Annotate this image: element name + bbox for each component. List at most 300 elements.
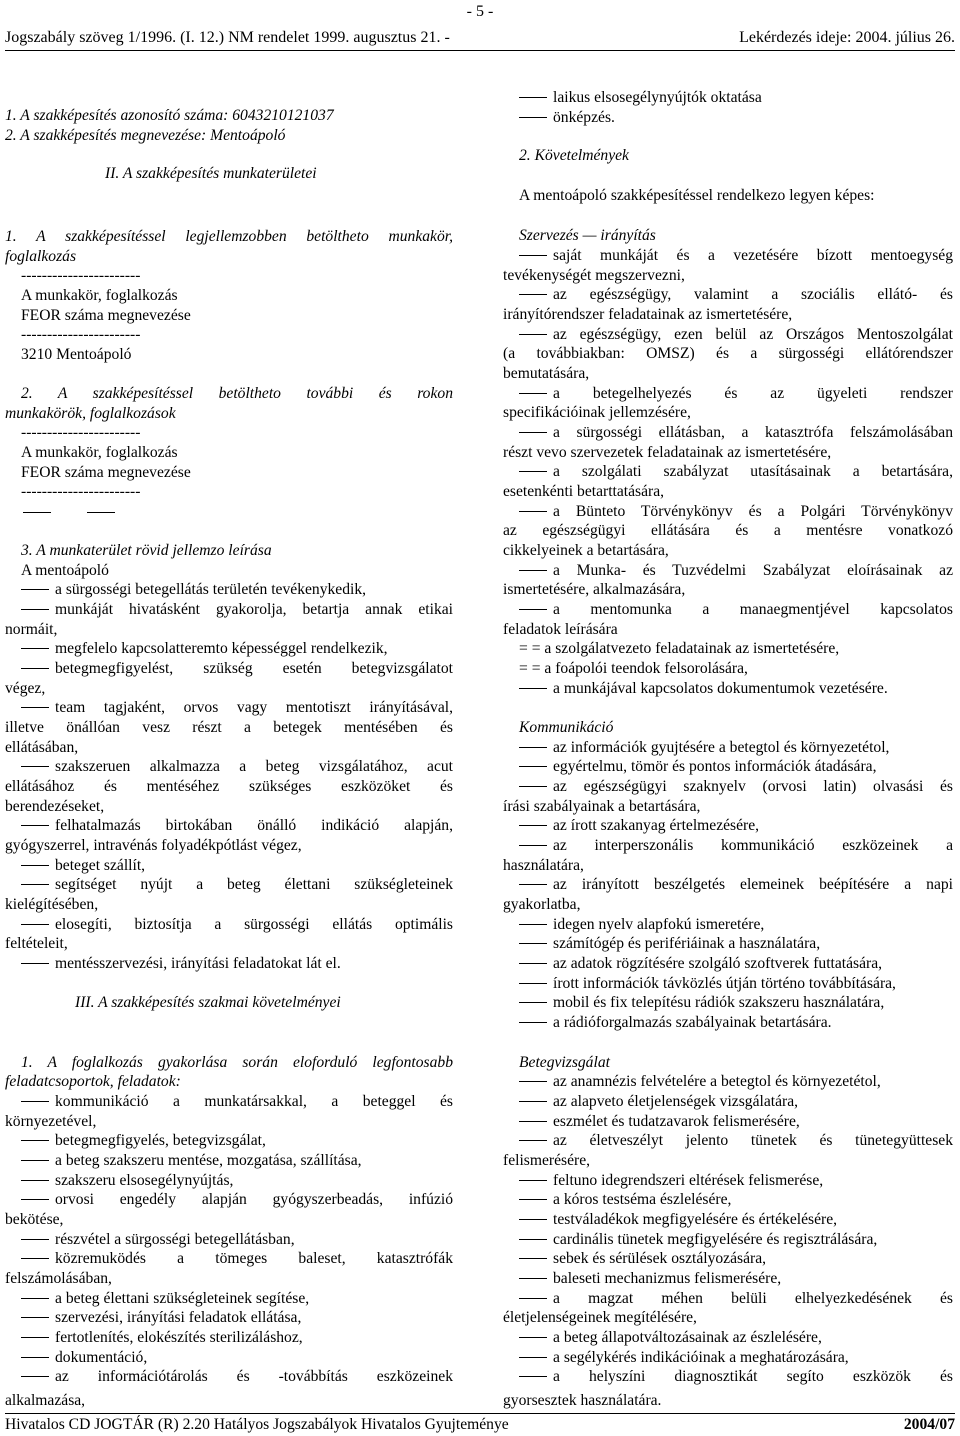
em-dash — [21, 1376, 49, 1377]
em-dash — [519, 1239, 547, 1240]
right-line-text: a kóros testséma észlelésére, — [553, 1191, 732, 1208]
left-line — [5, 1092, 453, 1112]
em-dash — [519, 943, 547, 944]
left-line — [5, 345, 453, 365]
left-line — [5, 954, 453, 974]
left-line-text: berendezéseket, — [5, 798, 105, 815]
left-line — [5, 443, 453, 463]
right-line — [503, 344, 953, 364]
right-line-text: a sürgosségi ellátásban, a katasztrófa felszámolásában — [553, 424, 953, 441]
right-line — [503, 541, 953, 561]
em-dash — [21, 1357, 49, 1358]
em-dash — [519, 688, 547, 689]
left-line-text: 3. A munkaterület rövid jellemzo leírása — [21, 542, 272, 559]
em-dash — [21, 924, 49, 925]
left-line — [5, 1328, 453, 1348]
right-line-text: számítógép és perifériáinak a használatára, — [553, 935, 821, 952]
left-line-text: ----------------------- — [21, 483, 141, 500]
em-dash — [21, 884, 49, 885]
right-line-text: A mentoápoló szakképesítéssel rendelkezo legyen képes: — [519, 187, 875, 204]
em-dash — [21, 707, 49, 708]
right-line — [503, 1308, 953, 1328]
left-line-text: betegmegfigyelést, szükség esetén betegvizsgálatot — [55, 660, 453, 677]
em-dash — [519, 511, 547, 512]
left-line — [5, 1308, 453, 1328]
right-line-text: cardinális tünetek megfigyelésére és regisztrálására, — [553, 1231, 878, 1248]
left-line-text: 2. A szakképesítés megnevezése: Mentoápoló — [5, 127, 286, 144]
right-line-text: a helyszíni diagnosztikát segíto eszközök és — [553, 1368, 953, 1385]
right-line — [503, 974, 953, 994]
em-dash — [519, 1298, 547, 1299]
right-line — [503, 915, 953, 935]
right-line — [503, 1092, 953, 1112]
left-line-text: segítséget nyújt a beteg élettani szükségleteinek — [55, 876, 453, 893]
left-line — [5, 875, 453, 895]
right-line-text: az információk gyujtésére a betegtol és környezetétol, — [553, 739, 890, 756]
em-dash — [519, 471, 547, 472]
left-line-text: 2. A szakképesítéssel betöltheto további és rokon — [21, 385, 453, 402]
left-line-text: betegmegfigyelés, betegvizsgálat, — [55, 1132, 266, 1149]
left-line — [5, 423, 453, 443]
right-line-text: ismertetésére, alkalmazására, — [503, 581, 686, 598]
right-line — [503, 797, 953, 817]
left-line — [5, 1210, 453, 1230]
em-dash — [519, 766, 547, 767]
left-line — [5, 836, 453, 856]
right-line-text: az egészségügyi ellátására és a mentésre vonatkozó — [503, 522, 953, 539]
right-line — [503, 1053, 953, 1073]
blank-dash — [23, 512, 51, 513]
left-line-text: az információtárolás és -továbbítás eszközeinek — [55, 1368, 453, 1385]
left-line-text: alkalmazása, — [5, 1392, 86, 1409]
right-line-text: az egészségügy, ezen belül az Országos Mentoszolgálat — [553, 326, 953, 343]
em-dash — [21, 766, 49, 767]
right-line — [503, 954, 953, 974]
right-line — [503, 856, 953, 876]
right-line — [503, 305, 953, 325]
em-dash — [519, 1199, 547, 1200]
left-line — [5, 266, 453, 286]
left-line-text: közremuködés a tömeges baleset, katasztrófák — [55, 1250, 453, 1267]
right-line — [503, 1013, 953, 1033]
right-line-text: az egészségügyi szaknyelv (orvosi latin) olvasási és — [553, 778, 953, 795]
left-line — [5, 1269, 453, 1289]
left-line — [5, 895, 453, 915]
left-line — [5, 306, 453, 326]
right-line — [503, 1112, 953, 1132]
right-line — [503, 384, 953, 404]
right-line-text: az interperszonális kommunikáció eszközeinek a — [553, 837, 953, 854]
right-line — [503, 679, 953, 699]
left-line — [5, 1131, 453, 1151]
left-line-text: 1. A foglalkozás gyakorlása során eloforduló legfontosabb — [21, 1054, 453, 1071]
right-line — [503, 443, 953, 463]
left-line-text: szakszeru elsosegélynyújtás, — [55, 1172, 234, 1189]
em-dash — [21, 1298, 49, 1299]
em-dash — [519, 1002, 547, 1003]
right-line-text: a magzat méhen belüli elhelyezkedésének és — [553, 1290, 953, 1307]
left-line — [5, 1230, 453, 1250]
left-line-text: megfelelo kapcsolatteremto képességgel rendelkezik, — [55, 640, 388, 657]
em-dash — [21, 609, 49, 610]
right-line-text: laikus elsosegélynyújtók oktatása — [553, 89, 762, 106]
right-line-text: cikkelyeinek a betartására, — [503, 542, 669, 559]
right-line-text: az írott szakanyag értelmezésére, — [553, 817, 760, 834]
left-line-text: felszámolásában, — [5, 1270, 112, 1287]
em-dash — [519, 1140, 547, 1141]
blank-dash — [87, 512, 115, 513]
left-line — [5, 1249, 453, 1269]
right-line — [503, 993, 953, 1013]
right-line-text: egyértelmu, tömör és pontos információk átadására, — [553, 758, 877, 775]
right-line-text: sebek és sérülések osztályozására, — [553, 1250, 767, 1267]
em-dash — [519, 1219, 547, 1220]
left-line-text: FEOR száma megnevezése — [21, 464, 191, 481]
right-line-text: mobil és fix telepítésu rádiók szakszeru használatára, — [553, 994, 885, 1011]
right-line-text: = = a foápolói teendok felsorolására, — [519, 660, 748, 677]
right-line — [503, 620, 953, 640]
left-line-text: A munkakör, foglalkozás — [21, 287, 178, 304]
left-line-text: ellátásához és mentéséhez szükséges eszközöket és — [5, 778, 453, 795]
right-line-text: a Bünteto Törvénykönyv és a Polgári Törvénykönyv — [553, 503, 953, 520]
em-dash — [519, 845, 547, 846]
right-line — [503, 1289, 953, 1309]
left-line-text: mentésszervezési, irányítási feladatokat lát el. — [55, 955, 341, 972]
left-line-text: a beteg szakszeru mentése, mozgatása, szállítása, — [55, 1152, 362, 1169]
left-line — [5, 561, 453, 581]
em-dash — [21, 1180, 49, 1181]
left-line-text: elosegíti, biztosítja a sürgosségi ellátás optimális — [55, 916, 453, 933]
left-line — [5, 1391, 453, 1411]
em-dash — [21, 825, 49, 826]
right-line-text: feladatok leírására — [503, 621, 618, 638]
left-line — [5, 600, 453, 620]
left-line-text: munkáját hivatásként gyakorolja, betartja annak etikai — [55, 601, 453, 618]
header-rule — [5, 50, 955, 51]
right-line — [503, 1190, 953, 1210]
empty-table-row — [5, 502, 133, 522]
right-line — [503, 482, 953, 502]
left-line-text: ----------------------- — [21, 267, 141, 284]
left-line-text: felhatalmazás birtokában önálló indikáció alapján, — [55, 817, 453, 834]
right-line — [503, 186, 953, 206]
left-line-text: A mentoápoló — [21, 562, 109, 579]
right-line — [503, 88, 953, 108]
right-line-text: 2. Követelmények — [519, 147, 629, 164]
document-footer — [5, 1415, 955, 1435]
left-line-text: ----------------------- — [21, 424, 141, 441]
em-dash — [519, 1337, 547, 1338]
right-line-text: = = a szolgálatvezeto feladatainak az ismertetésére, — [519, 640, 840, 657]
left-line-text: normáit, — [5, 621, 58, 638]
right-line — [503, 1391, 953, 1411]
right-line-text: Betegvizsgálat — [519, 1054, 610, 1071]
left-line-text: feladatcsoportok, feladatok: — [5, 1073, 181, 1090]
em-dash — [519, 294, 547, 295]
em-dash — [519, 1180, 547, 1181]
footer-rule — [5, 1413, 955, 1414]
right-line — [503, 836, 953, 856]
em-dash — [519, 963, 547, 964]
em-dash — [519, 1081, 547, 1082]
footer-right: 2004/07 — [903, 1416, 955, 1433]
right-line — [503, 738, 953, 758]
document-header — [5, 28, 955, 48]
right-line — [503, 1328, 953, 1348]
left-line — [5, 227, 453, 247]
right-line-text: (a továbbiakban: OMSZ) és a sürgosségi ellátórendszer — [503, 345, 953, 362]
right-line-text: az életveszélyt jelento tünetek és tünetegyüttesek — [553, 1132, 953, 1149]
right-line-text: gyorsesztek használatára. — [503, 1392, 662, 1409]
left-line — [5, 993, 453, 1013]
left-line — [5, 797, 453, 817]
right-line-text: részt vevo szervezetek feladatainak az ismertetésére, — [503, 444, 832, 461]
right-line-text: felismerésére, — [503, 1152, 591, 1169]
left-line-text: 3210 Mentoápoló — [21, 346, 132, 363]
left-line-text: a sürgosségi betegellátás területén tevékenykedik, — [55, 581, 367, 598]
left-line — [5, 1072, 453, 1092]
right-line — [503, 1348, 953, 1368]
left-line — [5, 620, 453, 640]
right-line — [503, 659, 953, 679]
right-line-text: írási szabályainak a betartására, — [503, 798, 701, 815]
right-line-text: specifikációinak jellemzésére, — [503, 404, 691, 421]
right-line-text: a szolgálati szabályzat utasításainak a betartására, — [553, 463, 953, 480]
left-line — [5, 777, 453, 797]
left-line-text: munkakörök, foglalkozások — [5, 405, 176, 422]
em-dash — [21, 1337, 49, 1338]
em-dash — [21, 648, 49, 649]
em-dash — [21, 1239, 49, 1240]
left-line — [5, 325, 453, 345]
right-line — [503, 1072, 953, 1092]
em-dash — [519, 884, 547, 885]
left-line-text: II. A szakképesítés munkaterületei — [105, 165, 317, 182]
left-line — [5, 816, 453, 836]
right-line — [503, 561, 953, 581]
right-line-text: eszmélet és tudatzavarok felismerésére, — [553, 1113, 800, 1130]
right-line-text: az irányított beszélgetés elemeinek beépítésére a napi — [553, 876, 953, 893]
left-line — [5, 698, 453, 718]
header-right: Lekérdezés ideje: 2004. július 26. — [739, 29, 955, 46]
left-line — [5, 1112, 453, 1132]
left-line — [5, 915, 453, 935]
left-line-text: részvétel a sürgosségi betegellátásban, — [55, 1231, 295, 1248]
em-dash — [519, 1357, 547, 1358]
right-line-text: testváladékok megfigyelésére és értékelésére, — [553, 1211, 838, 1228]
right-line — [503, 934, 953, 954]
em-dash — [519, 983, 547, 984]
left-line-text: szakszeruen alkalmazza a beteg vizsgálatához, acut — [55, 758, 453, 775]
right-line — [503, 521, 953, 541]
right-line-text: feltuno idegrendszeri eltérések felismerése, — [553, 1172, 824, 1189]
right-line-text: a segélykérés indikációinak a meghatározására, — [553, 1349, 849, 1366]
em-dash — [519, 570, 547, 571]
right-line-text: az egészségügy, valamint a szociális ellátó- és — [553, 286, 953, 303]
right-line-text: önképzés. — [553, 109, 615, 126]
em-dash — [519, 117, 547, 118]
em-dash — [519, 1258, 547, 1259]
right-line-text: a munkájával kapcsolatos dokumentumok vezetésére. — [553, 680, 888, 697]
right-line-text: irányítórendszer feladatainak az ismertetésére, — [503, 306, 793, 323]
right-line — [503, 266, 953, 286]
right-line — [503, 1367, 953, 1387]
left-line-text: szervezési, irányítási feladatok ellátása, — [55, 1309, 302, 1326]
right-line-text: a betegelhelyezés és az ügyeleti rendszer — [553, 385, 953, 402]
left-line-text: dokumentáció, — [55, 1349, 148, 1366]
right-line-text: a beteg állapotváltozásainak az észlelésére, — [553, 1329, 822, 1346]
right-line — [503, 600, 953, 620]
right-line-text: gyakorlatba, — [503, 896, 581, 913]
right-line — [503, 502, 953, 522]
right-line — [503, 226, 953, 246]
right-line — [503, 462, 953, 482]
em-dash — [519, 609, 547, 610]
right-line-text: baleseti mechanizmus felismerésére, — [553, 1270, 782, 1287]
right-line — [503, 580, 953, 600]
left-line — [5, 738, 453, 758]
right-line-text: Szervezés — irányítás — [519, 227, 656, 244]
em-dash — [519, 432, 547, 433]
left-line — [5, 580, 453, 600]
left-line — [5, 659, 453, 679]
right-line-text: írott információk távközlés útján történo továbbítására, — [553, 975, 896, 992]
right-line-text: idegen nyelv alapfokú ismeretére, — [553, 916, 765, 933]
em-dash — [21, 1140, 49, 1141]
left-line — [5, 1171, 453, 1191]
em-dash — [519, 1101, 547, 1102]
em-dash — [519, 747, 547, 748]
right-line — [503, 895, 953, 915]
right-line — [503, 639, 953, 659]
left-line-text: illetve önállóan vesz részt a betegek mentésében és — [5, 719, 453, 736]
em-dash — [21, 1101, 49, 1102]
left-line-text: A munkakör, foglalkozás — [21, 444, 178, 461]
left-line — [5, 463, 453, 483]
right-line-text: az alapveto életjelenségek vizsgálatára, — [553, 1093, 799, 1110]
page-number: - 5 - — [466, 3, 494, 20]
right-line — [503, 1249, 953, 1269]
right-line — [503, 1131, 953, 1151]
left-line — [5, 164, 453, 184]
left-line-text: végez, — [5, 680, 46, 697]
em-dash — [519, 334, 547, 335]
left-line-text: III. A szakképesítés szakmai követelményei — [75, 994, 341, 1011]
right-line — [503, 325, 953, 345]
right-line — [503, 1210, 953, 1230]
left-line-text: ellátásában, — [5, 739, 79, 756]
right-line — [503, 285, 953, 305]
em-dash — [519, 1376, 547, 1377]
em-dash — [519, 255, 547, 256]
left-line-text: foglalkozás — [5, 248, 77, 265]
right-line — [503, 1151, 953, 1171]
right-line — [503, 403, 953, 423]
em-dash — [519, 825, 547, 826]
em-dash — [21, 963, 49, 964]
right-line — [503, 1171, 953, 1191]
em-dash — [21, 589, 49, 590]
left-line-text: beteget szállít, — [55, 857, 146, 874]
left-line — [5, 247, 453, 267]
right-line — [503, 757, 953, 777]
em-dash — [519, 97, 547, 98]
right-line-text: tevékenységét megszervezni, — [503, 267, 685, 284]
right-line-text: saját munkáját és a vezetésére bízott mentoegység — [553, 247, 953, 264]
right-line — [503, 1230, 953, 1250]
left-line — [5, 286, 453, 306]
right-line — [503, 875, 953, 895]
em-dash — [519, 1278, 547, 1279]
left-line-text: gyógyszerrel, intravénás folyadékpótlást végez, — [5, 837, 302, 854]
em-dash — [21, 668, 49, 669]
left-line — [5, 718, 453, 738]
right-line — [503, 816, 953, 836]
header-left: Jogszabály szöveg 1/1996. (I. 12.) NM rendelet 1999. augusztus 21. - — [5, 29, 450, 46]
left-line-text: FEOR száma megnevezése — [21, 307, 191, 324]
right-line-text: a mentomunka a manaegmentjével kapcsolatos — [553, 601, 953, 618]
left-line — [5, 482, 453, 502]
left-line-text: ----------------------- — [21, 326, 141, 343]
right-line-text: a rádióforgalmazás szabályainak betartására. — [553, 1014, 832, 1031]
right-line — [503, 777, 953, 797]
left-line — [5, 934, 453, 954]
left-line — [5, 384, 453, 404]
left-line — [5, 1151, 453, 1171]
right-line — [503, 423, 953, 443]
right-line — [503, 364, 953, 384]
left-line — [5, 1289, 453, 1309]
left-line — [5, 404, 453, 424]
left-line-text: fertotlenítés, elokészítés sterilizáláshoz, — [55, 1329, 303, 1346]
left-line — [5, 1190, 453, 1210]
left-line-text: team tagjaként, orvos vagy mentotiszt irányításával, — [55, 699, 453, 716]
left-line-text: 1. A szakképesítéssel legjellemzobben betöltheto munkakör, — [5, 228, 453, 245]
left-line — [5, 541, 453, 561]
right-line-text: az anamnézis felvételére a betegtol és környezetétol, — [553, 1073, 881, 1090]
right-line — [503, 146, 953, 166]
right-line-text: az adatok rögzítésére szolgáló szoftverek futtatására, — [553, 955, 883, 972]
footer-left: Hivatalos CD JOGTÁR (R) 2.20 Hatályos Jogszabályok Hivatalos Gyujteménye — [5, 1416, 509, 1433]
em-dash — [21, 1199, 49, 1200]
right-line-text: használatára, — [503, 857, 584, 874]
em-dash — [519, 393, 547, 394]
left-line — [5, 679, 453, 699]
left-line — [5, 1348, 453, 1368]
left-line — [5, 126, 453, 146]
right-line-text: Kommunikáció — [519, 719, 614, 736]
left-line-text: feltételeit, — [5, 935, 68, 952]
em-dash — [21, 865, 49, 866]
left-line-text: kielégítésében, — [5, 896, 99, 913]
em-dash — [21, 1317, 49, 1318]
left-line-text: bekötése, — [5, 1211, 64, 1228]
left-line — [5, 639, 453, 659]
left-line — [5, 1367, 453, 1387]
left-line-text: 1. A szakképesítés azonosító száma: 6043210121037 — [5, 107, 334, 124]
right-line — [503, 108, 953, 128]
left-line-text: a beteg élettani szükségleteinek segítése, — [55, 1290, 310, 1307]
right-line — [503, 246, 953, 266]
right-line-text: bemutatására, — [503, 365, 590, 382]
left-line — [5, 1053, 453, 1073]
right-line-text: esetenkénti betarttatására, — [503, 483, 665, 500]
right-line — [503, 1269, 953, 1289]
em-dash — [519, 1121, 547, 1122]
em-dash — [21, 1160, 49, 1161]
left-line — [5, 757, 453, 777]
right-line — [503, 718, 953, 738]
